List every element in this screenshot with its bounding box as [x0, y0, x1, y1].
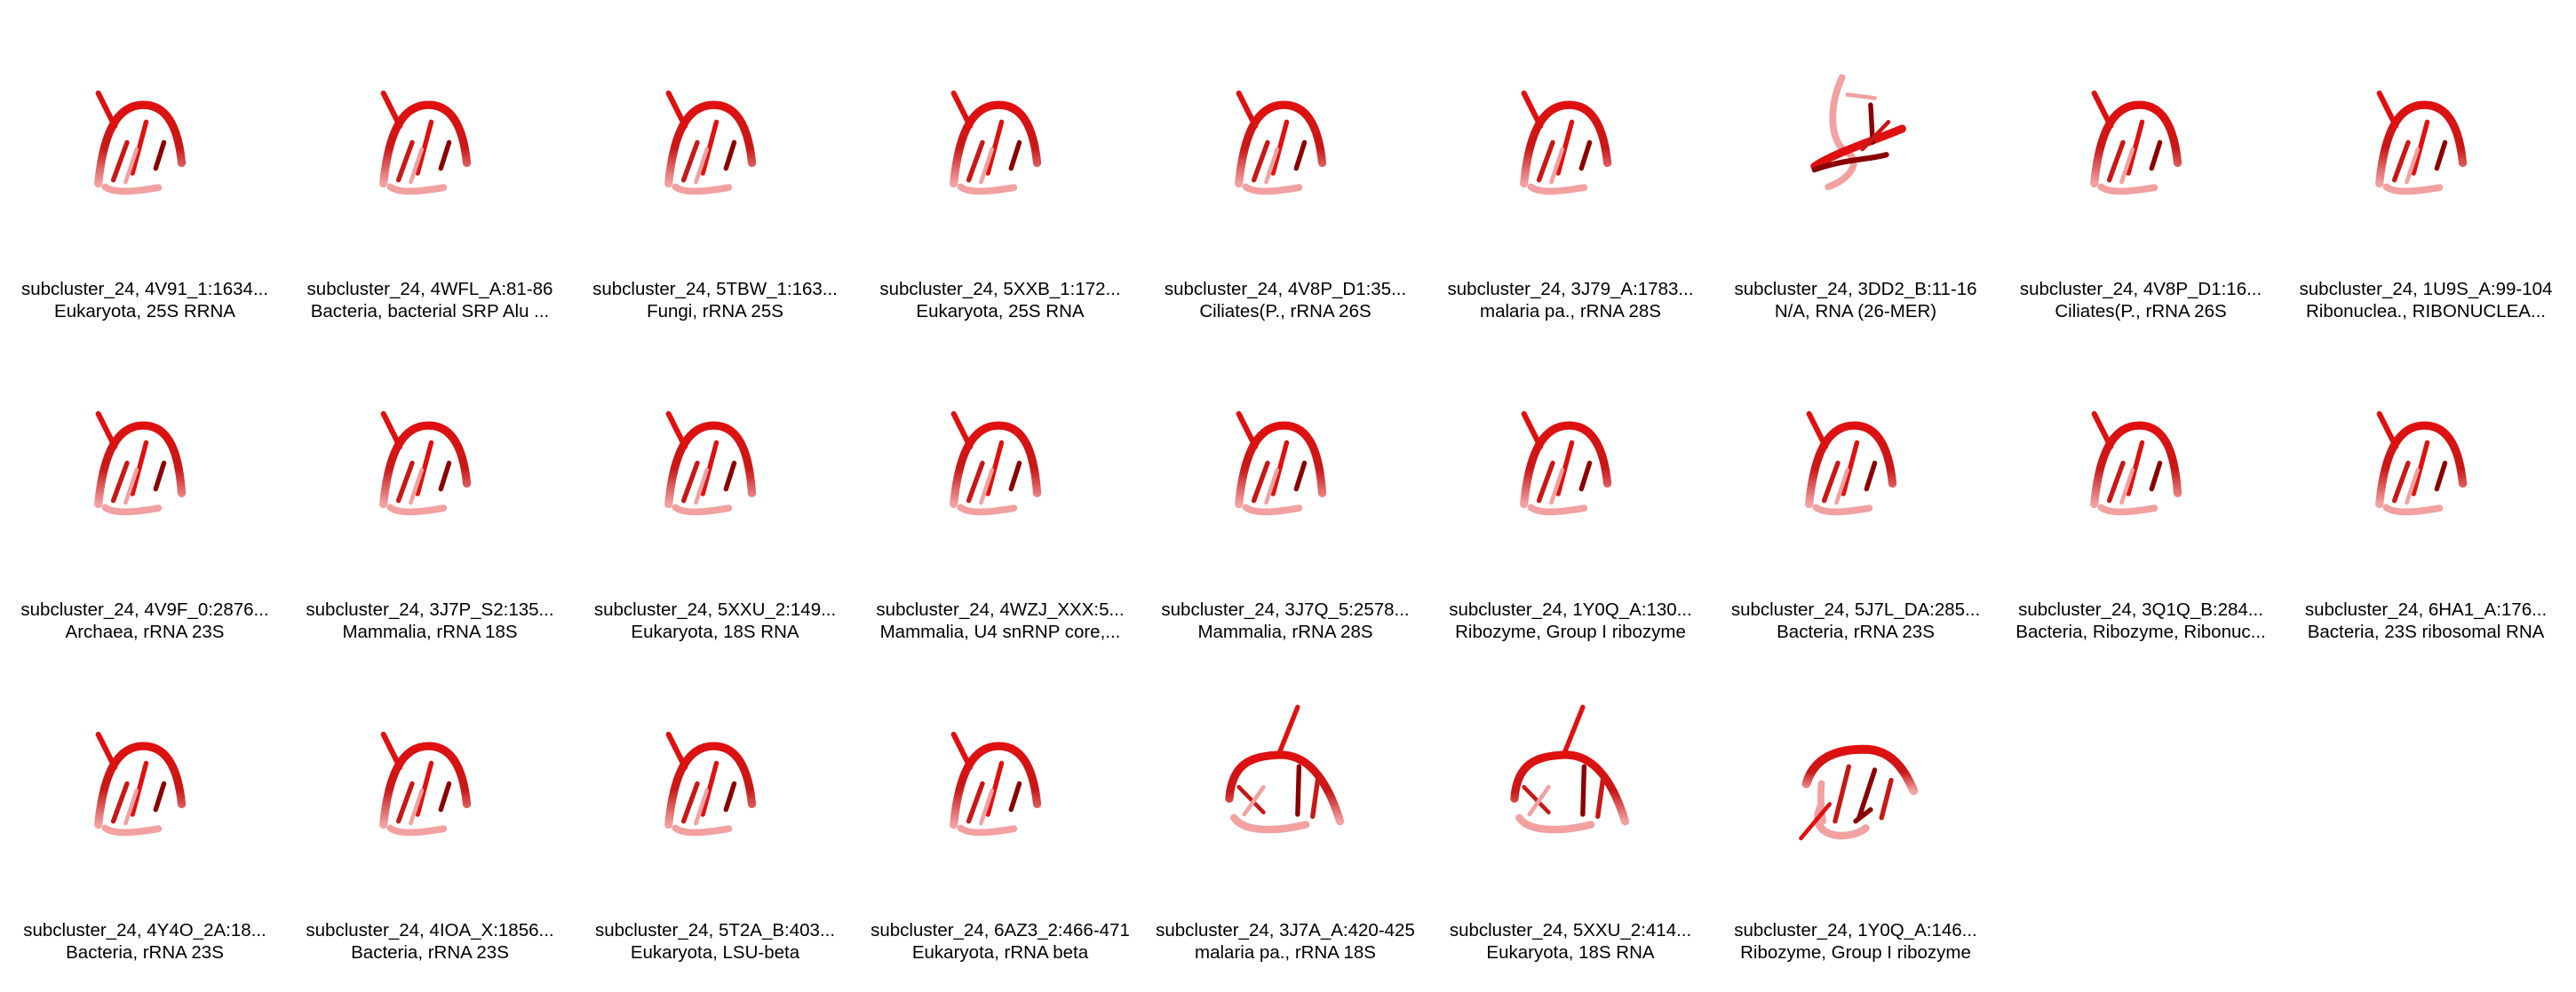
structure-card[interactable] [1713, 40, 1998, 351]
structure-id-label: subcluster_24, 5XXU_2:149... [593, 599, 837, 620]
structure-id-label: subcluster_24, 1Y0Q_A:130... [1449, 599, 1692, 620]
structure-organism-label: Bacteria, rRNA 23S [351, 942, 509, 963]
rna-backbone [1809, 414, 1893, 512]
rna-backbone [1239, 93, 1323, 191]
structure-organism-label: Mammalia, U4 snRNP core,... [879, 622, 1121, 642]
rna-backbone [669, 734, 752, 832]
structure-card[interactable] [1143, 681, 1427, 992]
rna-structure-thumbnail [626, 361, 804, 538]
rna-backbone [1801, 750, 1913, 838]
rna-structure-thumbnail [1482, 681, 1659, 859]
structure-id-label: subcluster_24, 6AZ3_2:466-471 [871, 920, 1130, 940]
structure-organism-label: Bacteria, rRNA 23S [1777, 622, 1935, 642]
structure-card[interactable] [1143, 361, 1427, 671]
structure-id-label: subcluster_24, 4V91_1:1634... [20, 279, 269, 299]
structure-id-label: subcluster_24, 6HA1_A:176... [2304, 599, 2548, 620]
rna-backbone [1229, 707, 1340, 829]
structure-organism-label: malaria pa., rRNA 28S [1480, 301, 1661, 321]
structure-id-label: subcluster_24, 4IOA_X:1856... [306, 920, 554, 940]
rna-structure-thumbnail [1767, 40, 1944, 218]
rna-backbone [954, 734, 1038, 832]
rna-structure-thumbnail [626, 681, 804, 859]
rna-backbone [384, 93, 467, 191]
rna-backbone [2380, 414, 2463, 512]
rna-backbone [1524, 93, 1608, 191]
rna-backbone [384, 734, 467, 832]
structure-organism-label: Bacteria, rRNA 23S [66, 942, 224, 963]
structure-card[interactable] [1428, 681, 1713, 992]
structure-id-label: subcluster_24, 3J7P_S2:135... [306, 599, 554, 620]
rna-backbone [99, 93, 182, 191]
rna-structure-thumbnail [911, 681, 1089, 859]
structure-card[interactable] [573, 681, 857, 992]
structure-organism-label: Mammalia, rRNA 28S [1197, 622, 1373, 642]
structure-card[interactable] [288, 681, 572, 992]
structure-id-label: subcluster_24, 5TBW_1:163... [592, 279, 838, 299]
structure-card[interactable] [288, 361, 572, 671]
rna-backbone [1515, 707, 1626, 829]
rna-backbone [384, 414, 467, 512]
structure-organism-label: Eukaryota, 18S RNA [631, 622, 799, 642]
rna-structure-thumbnail [56, 361, 234, 538]
structure-card[interactable] [1143, 40, 1427, 351]
structure-card[interactable] [858, 681, 1142, 992]
rna-structure-thumbnail [2337, 361, 2515, 538]
rna-backbone [954, 93, 1038, 191]
rna-structure-thumbnail [1767, 361, 1944, 538]
rna-backbone [2095, 414, 2178, 512]
rna-structure-thumbnail [1767, 681, 1944, 859]
structure-card[interactable] [1713, 681, 1998, 992]
structure-organism-label: Bacteria, bacterial SRP Alu ... [310, 301, 550, 321]
structure-organism-label: Bacteria, Ribozyme, Ribonuc... [2015, 622, 2266, 642]
rna-structure-thumbnail [911, 40, 1089, 218]
structure-card[interactable] [2284, 40, 2568, 351]
rna-structure-thumbnail [1482, 361, 1659, 538]
structure-card[interactable] [288, 40, 572, 351]
rna-backbone [99, 734, 182, 832]
structure-id-label: subcluster_24, 3DD2_B:11-16 [1734, 279, 1977, 299]
rna-backbone [1815, 77, 1902, 186]
structure-organism-label: Ciliates(P., rRNA 26S [2055, 301, 2227, 321]
structure-card[interactable] [2284, 361, 2568, 671]
structure-id-label: subcluster_24, 5J7L_DA:285... [1730, 599, 1981, 620]
structure-organism-label: Ribonuclea., RIBONUCLEA... [2305, 301, 2547, 321]
structure-card[interactable] [858, 40, 1142, 351]
structure-id-label: subcluster_24, 4WZJ_XXX:5... [876, 599, 1125, 620]
rna-backbone [2380, 93, 2463, 191]
rna-backbone [669, 414, 752, 512]
structure-card[interactable] [3, 361, 287, 671]
structure-card[interactable] [573, 361, 857, 671]
rna-structure-thumbnail [2052, 361, 2230, 538]
rna-structure-thumbnail [2052, 40, 2230, 218]
rna-backbone [1524, 414, 1608, 512]
rna-backbone [1239, 414, 1323, 512]
rna-structure-thumbnail [1197, 361, 1374, 538]
structure-card[interactable] [858, 361, 1142, 671]
structure-organism-label: N/A, RNA (26-MER) [1774, 301, 1937, 321]
rna-structure-thumbnail [1197, 681, 1374, 859]
structure-id-label: subcluster_24, 4Y4O_2A:18... [23, 920, 266, 940]
structure-organism-label: Ribozyme, Group I ribozyme [1455, 622, 1686, 642]
structure-card[interactable] [1999, 40, 2283, 351]
structure-id-label: subcluster_24, 4V8P_D1:16... [2019, 279, 2262, 299]
structure-id-label: subcluster_24, 5XXB_1:172... [879, 279, 1121, 299]
structure-card[interactable] [1428, 361, 1713, 671]
structure-id-label: subcluster_24, 5XXU_2:414... [1449, 920, 1692, 940]
rna-structure-thumbnail [2337, 40, 2515, 218]
rna-structure-thumbnail [56, 40, 234, 218]
rna-structure-thumbnail [626, 40, 804, 218]
rna-backbone [99, 414, 182, 512]
structure-organism-label: Mammalia, rRNA 18S [342, 622, 518, 642]
structure-id-label: subcluster_24, 4V9F_0:2876... [20, 599, 269, 620]
structure-organism-label: Archaea, rRNA 23S [65, 622, 225, 642]
structure-card[interactable] [1428, 40, 1713, 351]
structure-organism-label: Eukaryota, 25S RRNA [54, 301, 235, 321]
structure-id-label: subcluster_24, 4WFL_A:81-86 [306, 279, 553, 299]
structure-card[interactable] [3, 40, 287, 351]
structure-organism-label: Ribozyme, Group I ribozyme [1740, 942, 1971, 963]
structure-card[interactable] [3, 681, 287, 992]
structure-organism-label: Bacteria, 23S ribosomal RNA [2307, 622, 2545, 642]
structure-card[interactable] [1999, 361, 2283, 671]
structure-organism-label: Eukaryota, 25S RNA [916, 301, 1085, 321]
rna-backbone [2095, 93, 2178, 191]
structure-id-label: subcluster_24, 3J79_A:1783... [1447, 279, 1694, 299]
rna-structure-thumbnail [341, 361, 519, 538]
structure-organism-label: Ciliates(P., rRNA 26S [1199, 301, 1371, 321]
structure-organism-label: Eukaryota, LSU-beta [630, 942, 800, 963]
rna-structure-thumbnail [1482, 40, 1659, 218]
structure-card[interactable] [573, 40, 857, 351]
rna-structure-thumbnail [1197, 40, 1374, 218]
rna-structure-thumbnail [911, 361, 1089, 538]
rna-backbone [669, 93, 752, 191]
structure-id-label: subcluster_24, 5T2A_B:403... [594, 920, 836, 940]
structure-organism-label: Fungi, rRNA 25S [647, 301, 783, 321]
structure-id-label: subcluster_24, 1Y0Q_A:146... [1734, 920, 1977, 940]
rna-backbone [954, 414, 1038, 512]
structure-organism-label: malaria pa., rRNA 18S [1195, 942, 1376, 963]
structure-organism-label: Eukaryota, 18S RNA [1486, 942, 1655, 963]
structure-id-label: subcluster_24, 3J7Q_5:2578... [1161, 599, 1410, 620]
structure-organism-label: Eukaryota, rRNA beta [911, 942, 1089, 963]
structure-id-label: subcluster_24, 1U9S_A:99-104 [2299, 279, 2553, 299]
structure-id-label: subcluster_24, 3J7A_A:420-425 [1156, 920, 1415, 940]
structure-id-label: subcluster_24, 4V8P_D1:35... [1164, 279, 1407, 299]
rna-structure-thumbnail [341, 40, 519, 218]
rna-structure-thumbnail [341, 681, 519, 859]
structure-id-label: subcluster_24, 3Q1Q_B:284... [2018, 599, 2263, 620]
structure-card[interactable] [1713, 361, 1998, 671]
rna-structure-thumbnail [56, 681, 234, 859]
